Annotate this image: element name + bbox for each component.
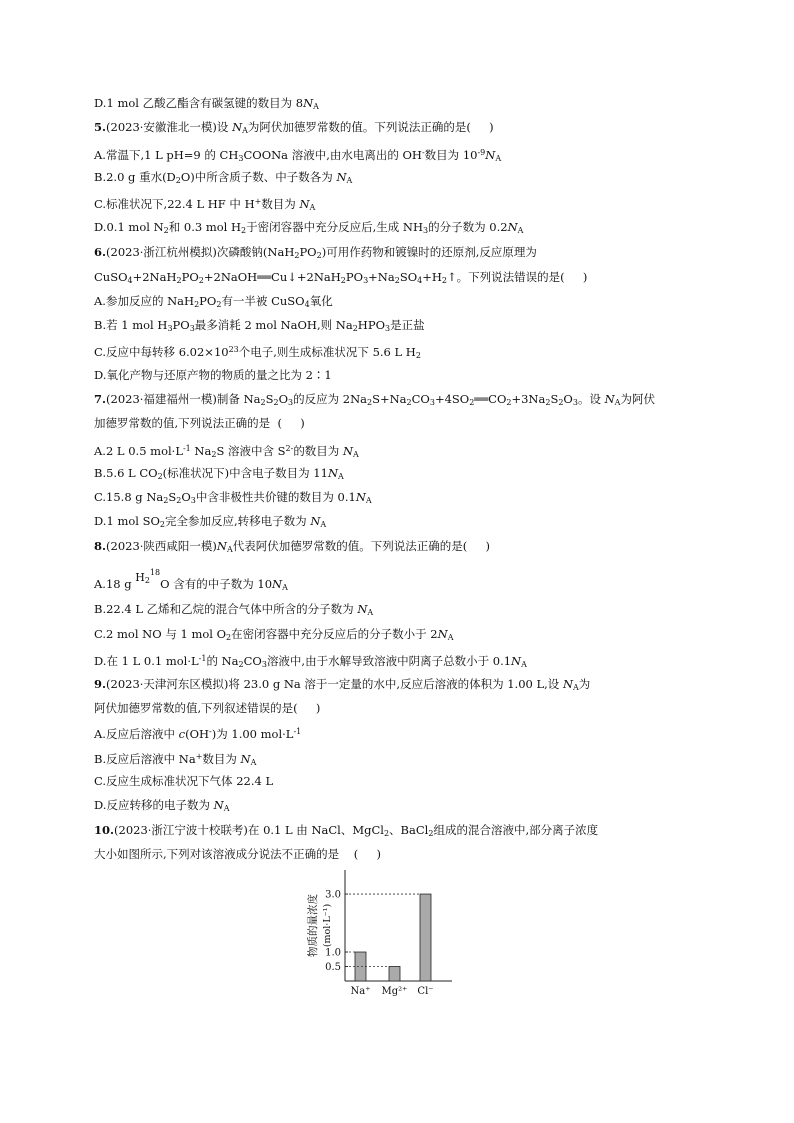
text-line: A.反应后溶液中 c(OH-)为 1.00 $mol\cdot L^{-1}$ xyxy=(94,727,302,741)
bar xyxy=(420,894,431,981)
text-line: B.5.6 L $CO_2$(标准状况下)中含电子数目为 $11N_A$ xyxy=(94,466,344,481)
text-line: D.0.1 mol $N_2$和 0.3 mol $H_2$于密闭容器中充分反应后,生成 $NH_3$的分子数为 $0.2N_A$ xyxy=(94,220,524,235)
text-line: 8.(2023·陕西咸阳一模)$N_A$代表阿伏加德罗常数的值。下列说法正确的是( ) xyxy=(94,539,491,554)
text-line: 5.(2023·安徽淮北一模)设 $N_A$为阿伏加德罗常数的值。下列说法正确的是( ) xyxy=(94,120,494,135)
bar xyxy=(389,967,400,981)
text-line: C.2 mol NO 与 1 mol $O_2$在密闭容器中充分反应后的分子数小于 $2N_A$ xyxy=(94,627,454,642)
text-line: D.1 mol $SO_2$完全参加反应,转移电子数为 $N_A$ xyxy=(94,514,327,529)
y-tick-label: 3.0 xyxy=(325,889,341,901)
y-axis-unit: (mol·L⁻¹) xyxy=(322,903,333,948)
text-line: D.反应转移的电子数为 $N_A$ xyxy=(94,798,230,813)
text-line: 加德罗常数的值,下列说法正确的是 ( ) xyxy=(94,416,305,430)
y-tick-label: 1.0 xyxy=(325,947,341,959)
text-line: $CuSO_4+2NaH_2PO_2+2NaOH══Cu↓+2NaH_2PO_3+Na_2SO_4+H_2↑$。下列说法错误的是( ) xyxy=(94,270,588,285)
text-line: D.氧化产物与还原产物的物质的量之比为 2∶1 xyxy=(94,368,332,382)
x-tick-label: Mg²⁺ xyxy=(381,986,408,997)
text-line: B.22.4 L 乙烯和乙烷的混合气体中所含的分子数为 $N_A$ xyxy=(94,602,374,617)
text-line: 大小如图所示,下列对该溶液成分说法不正确的是 ( ) xyxy=(94,847,382,861)
text-line: B.反应后溶液中 Na+数目为 $N_A$ xyxy=(94,752,257,767)
text-line: 9.(2023·天津河东区模拟)将 23.0 g Na 溶于一定量的水中,反应后溶液的体积为 1.00 L,设 $N_A$为 xyxy=(94,677,591,692)
x-tick-label: Na⁺ xyxy=(350,986,371,997)
x-tick-label: Cl⁻ xyxy=(417,986,434,997)
text-line: C.标准状况下,22.4 L HF 中 H+数目为 $N_A$ xyxy=(94,197,316,212)
text-line: C.反应生成标准状况下气体 22.4 L xyxy=(94,774,274,788)
chart-svg xyxy=(300,778,470,1008)
text-line: A.参加反应的 $NaH_2PO_2$有一半被 CuSO$_4$氧化 xyxy=(94,294,333,309)
text-line: A.18 g $H_2^{18}O$ 含有的中子数为 $10N_A$ xyxy=(94,568,288,592)
y-axis-label: 物质的量浓度 xyxy=(307,894,319,957)
text-line: D.1 mol 乙酸乙酯含有碳氢键的数目为 $8N_A$ xyxy=(94,96,319,111)
text-line: C.15.8 g $Na_2S_2O_3$中含非极性共价键的数目为 $0.1N_A$ xyxy=(94,490,372,505)
text-line: D.在 1 L 0.1 $mol\cdot L^{-1}$的 $Na_2CO_3$溶液中,由于水解导致溶液中阴离子总数小于 $0.1N_A$ xyxy=(94,654,527,669)
text-line: A.常温下,1 L pH=9 的 $CH_3COONa$ 溶液中,由水电离出的 OH-数目为 $10^{-9}N_A$ xyxy=(94,148,502,163)
text-line: 10.(2023·浙江宁波十校联考)在 0.1 L 由 NaCl、MgCl$_2$、BaCl$_2$组成的混合溶液中,部分离子浓度 xyxy=(94,823,599,838)
text-line: B.若 1 mol $H_3PO_3$最多消耗 2 mol NaOH,则 $Na_2HPO_3$是正盐 xyxy=(94,318,425,333)
text-line: 阿伏加德罗常数的值,下列叙述错误的是( ) xyxy=(94,701,321,715)
y-tick-label: 0.5 xyxy=(325,962,341,974)
text-line: 6.(2023·浙江杭州模拟)次磷酸钠$(NaH_2PO_2)$可用作药物和镀镍时的还原剂,反应原理为 xyxy=(94,245,537,260)
ion-concentration-chart xyxy=(300,778,470,1008)
bar xyxy=(355,952,366,981)
text-line: 7.(2023·福建福州一模)制备 $Na_2S_2O_3$的反应为 $2Na_2S+Na_2CO_3+4SO_2══CO_2+3Na_2S_2O_3$。设 $N_A$为阿伏 xyxy=(94,392,655,407)
text-line: C.反应中每转移 $6.02\times 10^{23}$个电子,则生成标准状况下 5.6 L $H_2$ xyxy=(94,345,421,360)
text-line: A.2 L 0.5 $mol\cdot L^{-1}$ $Na_2S$ 溶液中含 $S^{2-}$的数目为 $N_A$ xyxy=(94,444,359,459)
text-line: B.2.0 g 重水$(D_2O)$中所含质子数、中子数各为 $N_A$ xyxy=(94,170,353,185)
